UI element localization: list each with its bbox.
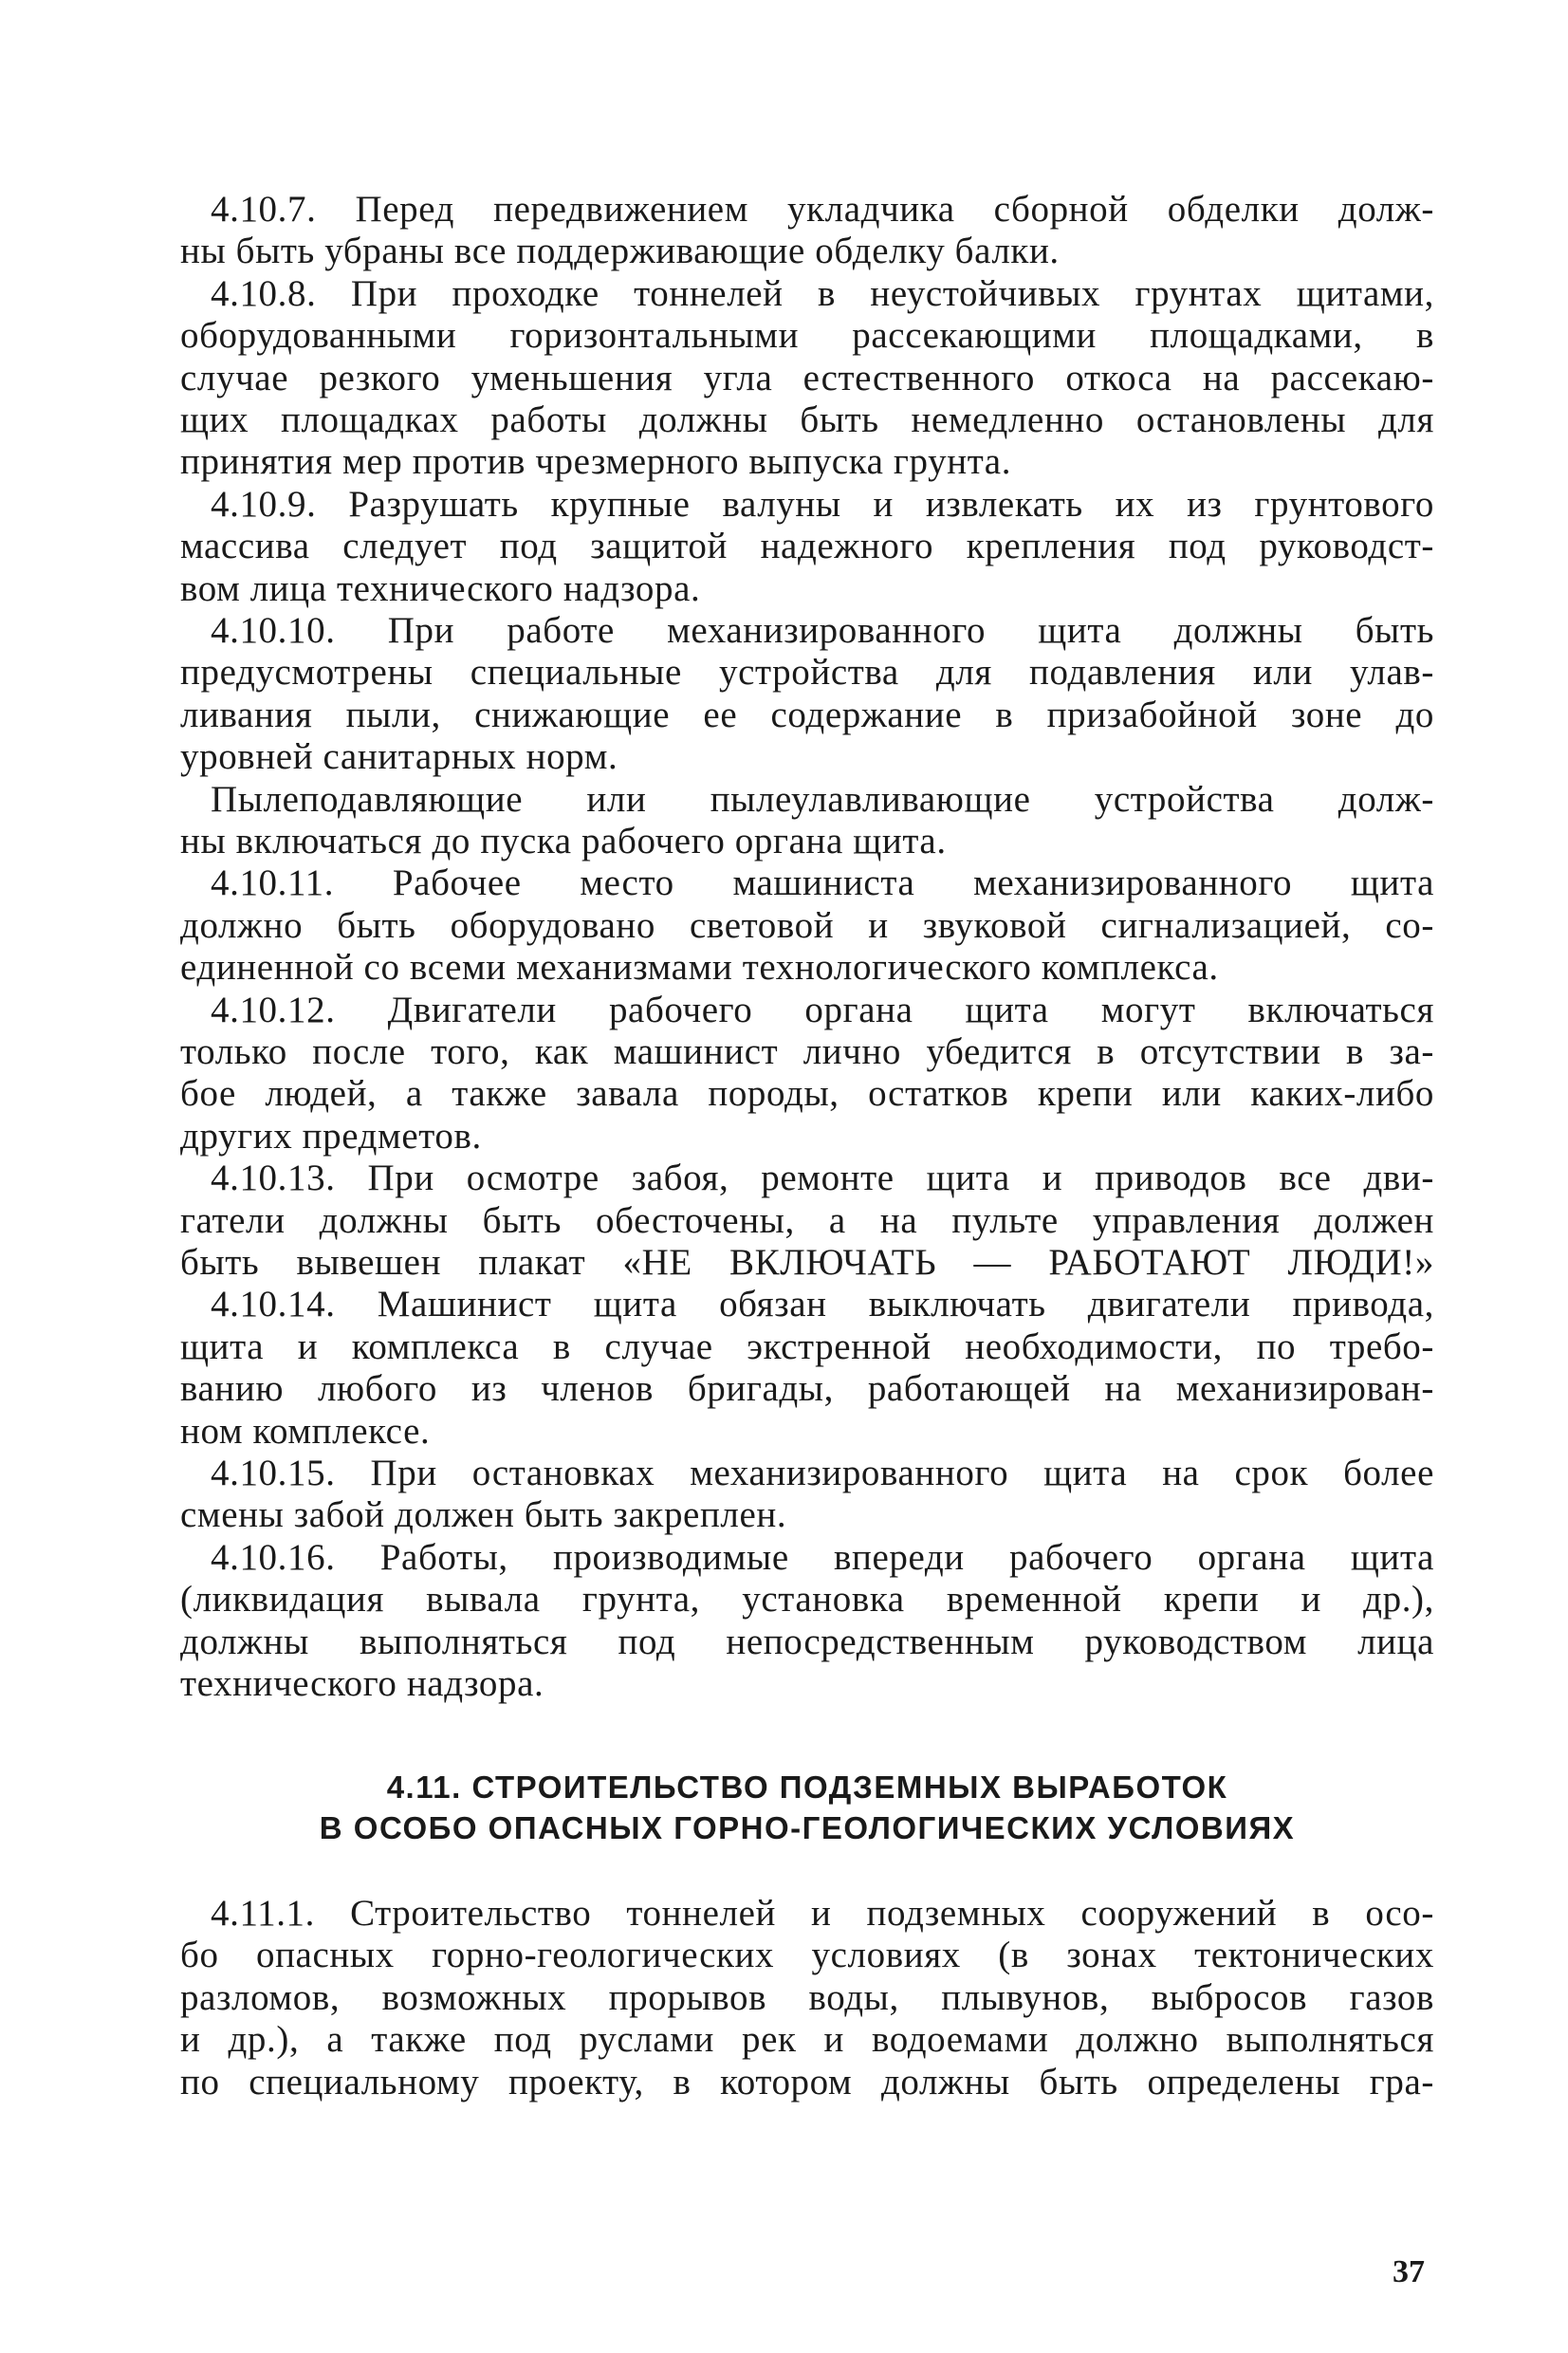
text-line: вом лица технического надзора. <box>180 567 701 609</box>
text-line: гатели должны быть обесточены, а на пульте управления должен <box>180 1199 1434 1241</box>
text-line: должно быть оборудовано световой и звуковой сигнализацией, со- <box>180 904 1434 946</box>
text-line: 4.10.12. Двигатели рабочего органа щита могут включаться <box>211 989 1434 1030</box>
text-line: 4.10.15. При остановках механизированного щита на срок более <box>211 1453 1434 1493</box>
text-line: 4.10.14. Машинист щита обязан выключать двигатели привода, <box>211 1284 1434 1325</box>
text-line: принятия мер против чрезмерного выпуска грунта. <box>180 441 1012 483</box>
text-line: щих площадках работы должны быть немедленно остановлены для <box>180 399 1434 440</box>
text-line: (ликвидация вывала грунта, установка временной крепи и др.), <box>180 1579 1434 1621</box>
text-line: других предметов. <box>180 1115 482 1157</box>
text-line: 4.10.10. При работе механизированного щита должны быть <box>211 610 1434 651</box>
text-line: 4.11.1. Строительство тоннелей и подземных сооружений в осо- <box>211 1893 1434 1934</box>
text-line: 4.10.7. Перед передвижением укладчика сборной обделки долж- <box>211 189 1434 230</box>
text-line: ны быть убраны все поддерживающие обделку балки. <box>180 231 1060 272</box>
text-line: оборудованными горизонтальными рассекающими площадками, в <box>180 315 1434 357</box>
page-number: 37 <box>1393 2254 1425 2289</box>
text-line: ливания пыли, снижающие ее содержание в призабойной зоне до <box>180 694 1434 735</box>
text-line: бое людей, а также завала породы, остатков крепи или каких-либо <box>180 1073 1434 1115</box>
text-line: случае резкого уменьшения угла естественного откоса на рассекаю- <box>180 357 1434 398</box>
text-line: предусмотрены специальные устройства для подавления или улав- <box>180 652 1434 694</box>
text-line: бо опасных горно-геологических условиях (в зонах тектонических <box>180 1935 1434 1976</box>
section-heading-line-2: В ОСОБО ОПАСНЫХ ГОРНО-ГЕОЛОГИЧЕСКИХ УСЛОВИЯХ <box>319 1810 1296 1845</box>
text-line: только после того, как машинист лично убедится в отсутствии в за- <box>180 1031 1434 1072</box>
text-line: щита и комплекса в случае экстренной необходимости, по требо- <box>180 1325 1434 1367</box>
text-line: ном комплексе. <box>180 1410 431 1452</box>
text-line: единенной со всеми механизмами технологического комплекса. <box>180 947 1219 989</box>
text-line: 4.10.9. Разрушать крупные валуны и извлекать их из грунтового <box>211 483 1434 525</box>
text-line: уровней санитарных норм. <box>180 736 618 778</box>
text-line: технического надзора. <box>180 1663 544 1704</box>
text-line: быть вывешен плакат «НЕ ВКЛЮЧАТЬ — РАБОТАЮТ ЛЮДИ!» <box>180 1242 1434 1283</box>
section-heading-line-1: 4.11. СТРОИТЕЛЬСТВО ПОДЗЕМНЫХ ВЫРАБОТОК <box>386 1769 1228 1805</box>
text-line: 4.10.13. При осмотре забоя, ремонте щита и приводов все дви- <box>211 1158 1434 1199</box>
text-line: 4.10.11. Рабочее место машиниста механизированного щита <box>211 862 1434 904</box>
text-line: 4.10.16. Работы, производимые впереди рабочего органа щита <box>211 1536 1434 1578</box>
text-line: и др.), а также под руслами рек и водоемами должно выполняться <box>180 2019 1434 2061</box>
text-line: смены забой должен быть закреплен. <box>180 1494 787 1536</box>
text-line: массива следует под защитой надежного крепления под руководст- <box>180 526 1434 567</box>
text-line: разломов, возможных прорывов воды, плывунов, выбросов газов <box>180 1976 1434 2018</box>
text-line: 4.10.8. При проходке тоннелей в неустойчивых грунтах щитами, <box>211 272 1434 314</box>
text-line: ванию любого из членов бригады, работающей на механизирован- <box>180 1368 1434 1410</box>
text-line: должны выполняться под непосредственным руководством лица <box>180 1621 1434 1662</box>
text-line: Пылеподавляющие или пылеулавливающие устройства долж- <box>211 778 1434 820</box>
text-line: ны включаться до пуска рабочего органа щита. <box>180 821 947 862</box>
text-line: по специальному проекту, в котором должны быть определены гра- <box>180 2061 1434 2103</box>
